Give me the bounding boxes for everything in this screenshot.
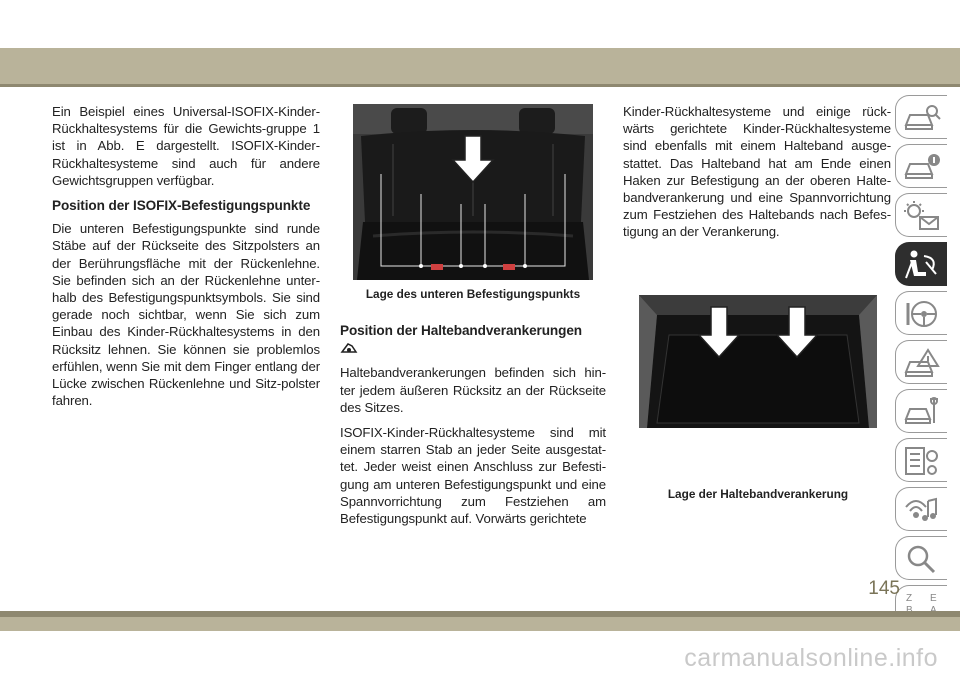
isofix-points-paragraph: Die unteren Befestigungspunkte sind runde Stäbe auf der Rückseite des Sitzpolsters an der Berührungsfläche mit der Rückenlehne. Sie befinden sich an der Rückenlehne unter-halb des Befestigungspunktsymbols. Sie sind gerade noch sichtbar, wenn Sie sich zum Einbau des Kinder-Rückhaltesystems in den Rücksitz lehnen. Sie können sie problemlos erfühlen, wenn Sie mit dem Finger entlang der Lücke zwischen Rückenlehne und Sitz-polster fahren. (52, 221, 320, 409)
car-tools-icon (902, 395, 942, 429)
tab-technical-data[interactable] (895, 438, 947, 482)
tab-driving[interactable] (895, 291, 947, 335)
footer-band (0, 617, 960, 631)
rear-seat-photo (353, 104, 593, 280)
page-number: 145 (868, 578, 900, 599)
tab-car-search[interactable] (895, 95, 947, 139)
search-icon (902, 542, 942, 576)
figure-caption-tether-anchor: Lage der Haltebandverankerung (667, 487, 849, 501)
car-warning-icon (902, 346, 942, 380)
tab-multimedia[interactable] (895, 487, 947, 531)
tab-warning-lights[interactable] (895, 193, 947, 237)
tab-emergency[interactable] (895, 340, 947, 384)
text-column-middle (340, 318, 606, 535)
multimedia-icon (902, 493, 942, 527)
warning-light-message-icon (902, 199, 942, 233)
svg-text:E: E (930, 593, 937, 604)
tether-strap-paragraph: Kinder-Rückhaltesysteme und einige rück-wärts gerichtete Kinder-Rückhaltesysteme sind ebenfalls mit einem Halteband ausge-stattet. Das Halteband hat am Ende einen Haken zur Befestigung an der oberen Halte-bandverankerung und eine Spannvorrichtung zum Festziehen des Haltebands nach Befes-tigung an der Verankerung. (623, 104, 891, 240)
text-column-left (52, 103, 320, 417)
section-heading-tether-anchors: Position der Haltebandverankerungen (340, 322, 606, 358)
isofix-systems-paragraph: ISOFIX-Kinder-Rückhaltesysteme sind mit einem starren Stab an jeder Seite ausgestat-tet. Jeder weist einen Anschluss zur Befesti-gung am unteren Befestigungspunkt und eine Spannvorrichtung zum Festziehen am Befestigungspunkt auf. Vorwärts gerichtete (340, 425, 606, 527)
tab-search[interactable] (895, 536, 947, 580)
watermark: carmanualsonline.info (684, 644, 938, 672)
figure-caption-lower-anchor: Lage des unteren Befestigungspunkts (365, 287, 581, 301)
svg-text:Z: Z (906, 593, 913, 604)
seat-airbag-icon (902, 248, 942, 282)
tether-anchor-symbol-icon (340, 341, 358, 358)
header-band-line (0, 84, 960, 87)
text-column-right (623, 103, 891, 249)
cargo-area-photo (639, 295, 877, 428)
intro-paragraph: Ein Beispiel eines Universal-ISOFIX-Kinder-Rückhaltesystems für die Gewichts-gruppe 1 ist in Abb. E dargestellt. ISOFIX-Kinder-Rückhaltesysteme sind auch für andere Gewichtsgruppen verfügbar. (52, 104, 320, 188)
service-list-icon (902, 444, 942, 478)
header-band (0, 48, 960, 84)
car-info-icon (902, 150, 942, 184)
steering-wheel-icon (902, 297, 942, 331)
tether-location-paragraph: Haltebandverankerungen befinden sich hin-ter jedem äußeren Rücksitz an der Rückseite des Sitzes. (340, 365, 606, 415)
car-search-icon (902, 101, 942, 135)
tab-safety[interactable] (895, 242, 947, 286)
section-heading-isofix-points: Position der ISOFIX-Befestigungspunkte (52, 198, 311, 214)
tab-car-info[interactable] (895, 144, 947, 188)
tab-maintenance[interactable] (895, 389, 947, 433)
